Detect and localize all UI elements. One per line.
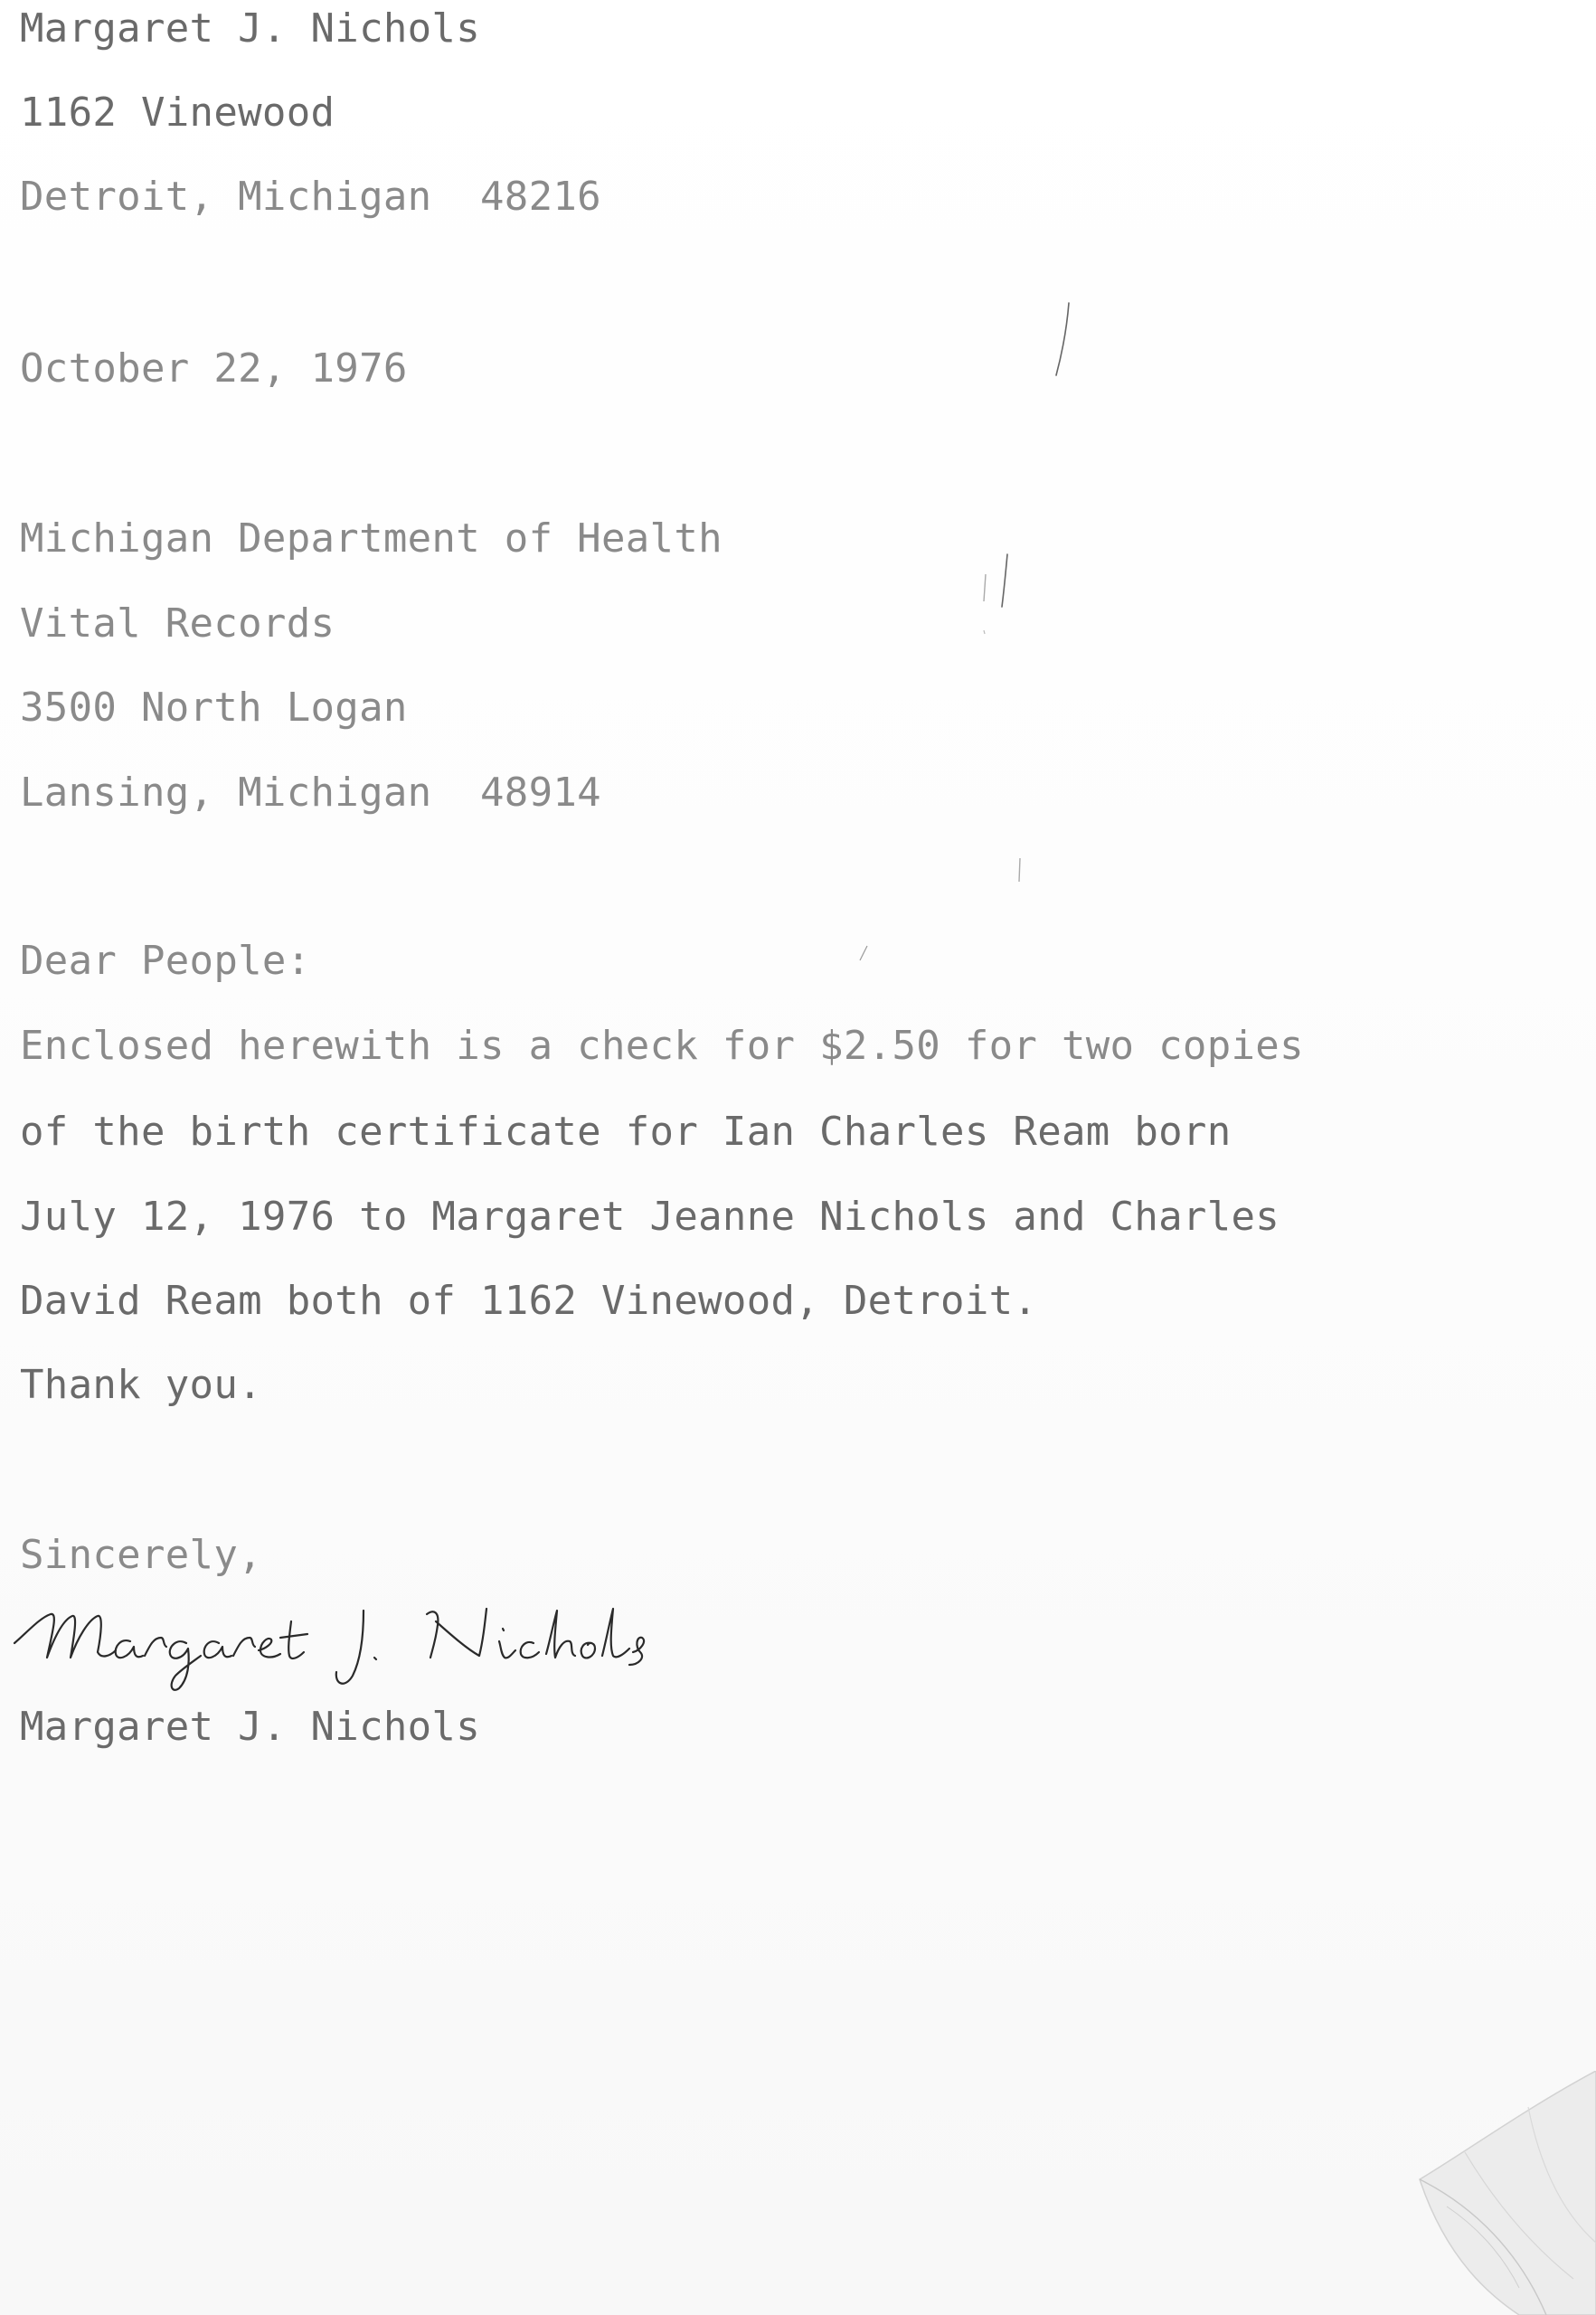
handwritten-signature bbox=[9, 1578, 660, 1696]
stray-pen-mark bbox=[1011, 855, 1029, 891]
closing: Sincerely, bbox=[20, 1532, 262, 1578]
recipient-line-1: Michigan Department of Health bbox=[20, 515, 722, 562]
stray-pen-mark bbox=[977, 547, 1022, 647]
body-line-2: of the birth certificate for Ian Charles Ream born bbox=[20, 1109, 1232, 1155]
sender-name: Margaret J. Nichols bbox=[20, 5, 481, 52]
sender-city: Detroit, Michigan 48216 bbox=[20, 174, 601, 220]
body-line-3: July 12, 1976 to Margaret Jeanne Nichols and Charles bbox=[20, 1194, 1280, 1240]
body-line-1: Enclosed herewith is a check for $2.50 for two copies bbox=[20, 1023, 1304, 1069]
recipient-line-4: Lansing, Michigan 48914 bbox=[20, 770, 601, 816]
recipient-line-2: Vital Records bbox=[20, 600, 335, 647]
stray-pen-mark bbox=[1049, 298, 1076, 380]
stray-pen-mark bbox=[855, 940, 873, 968]
salutation: Dear People: bbox=[20, 938, 311, 984]
letter-date: October 22, 1976 bbox=[20, 345, 408, 392]
recipient-line-3: 3500 North Logan bbox=[20, 685, 408, 731]
folded-corner bbox=[1411, 2071, 1596, 2315]
sender-street: 1162 Vinewood bbox=[20, 90, 335, 136]
body-line-4: David Ream both of 1162 Vinewood, Detroit. bbox=[20, 1278, 1038, 1324]
thanks-line: Thank you. bbox=[20, 1362, 262, 1408]
typed-signature-name: Margaret J. Nichols bbox=[20, 1704, 481, 1750]
